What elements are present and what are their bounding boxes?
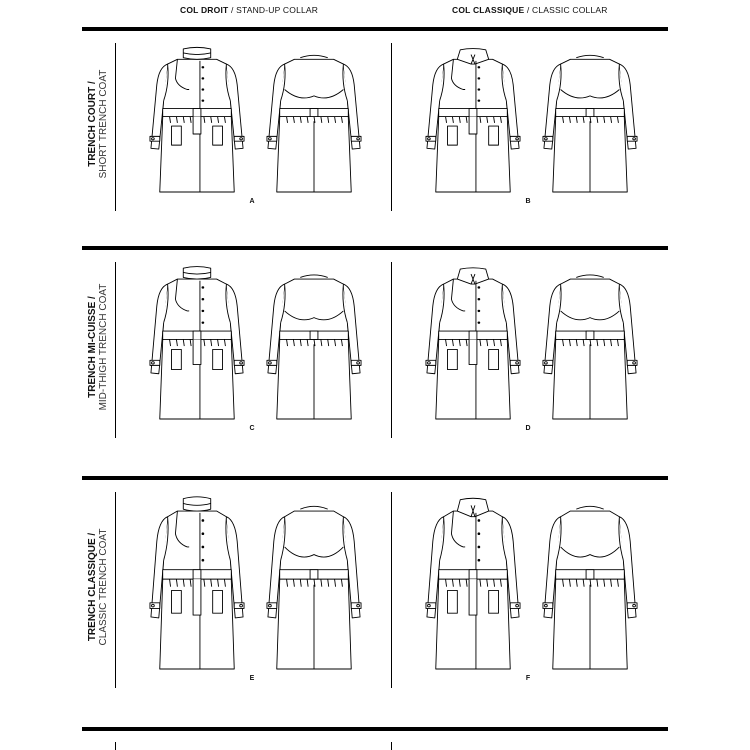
- column-divider: [391, 43, 392, 211]
- front-view: [424, 494, 522, 669]
- cuff-button: [357, 138, 360, 140]
- pocket: [448, 126, 458, 145]
- button: [202, 287, 204, 289]
- front-view: [148, 264, 246, 419]
- back-view: [541, 494, 639, 669]
- cuff-button: [240, 604, 243, 607]
- back-view: [265, 45, 363, 192]
- column-divider: [115, 742, 116, 750]
- button: [202, 298, 204, 300]
- cuff-button: [545, 138, 548, 140]
- column-header-stand-up-collar: [180, 5, 318, 15]
- pocket: [172, 590, 182, 613]
- belt-buckle: [310, 109, 318, 117]
- belt-buckle: [310, 331, 318, 339]
- cuff-button: [633, 604, 636, 607]
- pocket: [213, 126, 223, 145]
- row-label-en: CLASSIC TRENCH COAT: [98, 528, 109, 646]
- column-divider: [391, 492, 392, 688]
- belt-buckle: [586, 331, 594, 339]
- pocket: [172, 126, 182, 145]
- variant-letter: B: [525, 198, 531, 205]
- button: [478, 287, 480, 289]
- cuff-button: [269, 604, 272, 607]
- button: [202, 546, 204, 548]
- belt-tail: [193, 117, 201, 134]
- column-header-en: STAND-UP COLLAR: [236, 5, 319, 15]
- column-divider: [115, 262, 116, 438]
- row-label-en: MID-THIGH TRENCH COAT: [98, 283, 109, 411]
- column-divider: [391, 742, 392, 750]
- back-neckline: [300, 275, 327, 278]
- cuff-button: [428, 138, 431, 140]
- cuff-button: [152, 138, 155, 140]
- pocket: [213, 349, 223, 369]
- belt-buckle: [586, 109, 594, 117]
- button: [202, 533, 204, 535]
- button: [202, 78, 204, 79]
- column-header-en: CLASSIC COLLAR: [532, 5, 608, 15]
- row-label-fr: TRENCH COURT /: [87, 81, 98, 167]
- back-view: [541, 264, 639, 419]
- row-label-text: [87, 529, 109, 646]
- pocket: [448, 590, 458, 613]
- cuff-button: [357, 362, 360, 364]
- belt-tail: [469, 579, 477, 615]
- cuff-button: [428, 604, 431, 607]
- cuff-button: [152, 362, 155, 364]
- row-label-text: [87, 284, 109, 411]
- belt-buckle: [193, 109, 201, 117]
- row-label-fr: TRENCH MI-CUISSE /: [87, 296, 98, 398]
- row-label-en: SHORT TRENCH COAT: [98, 69, 109, 179]
- button: [478, 520, 480, 522]
- button: [202, 310, 204, 312]
- back-neckline: [300, 55, 327, 57]
- stand-up-collar: [183, 497, 210, 511]
- front-view: [424, 45, 522, 192]
- cuff-button: [240, 362, 243, 364]
- belt-buckle: [193, 331, 201, 339]
- cuff-button: [357, 604, 360, 607]
- pocket: [172, 349, 182, 369]
- cuff-button: [428, 362, 431, 364]
- pocket: [489, 590, 499, 613]
- button: [478, 310, 480, 312]
- column-header-fr: COL DROIT: [180, 5, 229, 15]
- button: [478, 100, 480, 101]
- belt-tail: [193, 339, 201, 364]
- button: [202, 89, 204, 90]
- variant-letter: C: [249, 425, 255, 432]
- belt-buckle: [310, 570, 318, 579]
- back-view: [265, 494, 363, 669]
- belt-tail: [469, 117, 477, 134]
- cuff-button: [269, 362, 272, 364]
- front-view: [424, 264, 522, 419]
- back-neckline: [300, 506, 327, 509]
- cuff-button: [545, 604, 548, 607]
- variant-letter: D: [525, 425, 531, 432]
- column-divider: [391, 262, 392, 438]
- button: [202, 100, 204, 101]
- button: [478, 89, 480, 90]
- column-header-separator: /: [524, 5, 533, 15]
- button: [478, 298, 480, 300]
- belt-tail: [193, 579, 201, 615]
- button: [478, 559, 480, 561]
- belt-buckle: [469, 109, 477, 117]
- cuff-button: [516, 362, 519, 364]
- back-neckline: [576, 506, 603, 509]
- button: [202, 559, 204, 561]
- pocket: [213, 590, 223, 613]
- cuff-button: [545, 362, 548, 364]
- back-view: [541, 45, 639, 192]
- cuff-button: [269, 138, 272, 140]
- front-view: [148, 45, 246, 192]
- belt-buckle: [469, 570, 477, 579]
- button: [478, 67, 480, 68]
- button: [202, 520, 204, 522]
- belt-buckle: [469, 331, 477, 339]
- belt-tail: [469, 339, 477, 364]
- button: [478, 78, 480, 79]
- cuff-button: [516, 604, 519, 607]
- belt-buckle: [193, 570, 201, 579]
- row-label-text: [87, 70, 109, 179]
- column-divider: [115, 43, 116, 211]
- pocket: [448, 349, 458, 369]
- button: [202, 67, 204, 68]
- section-divider: [82, 246, 668, 250]
- cuff-button: [633, 138, 636, 140]
- back-neckline: [576, 55, 603, 57]
- variant-letter: A: [249, 198, 255, 205]
- section-divider: [82, 727, 668, 731]
- column-header-fr: COL CLASSIQUE: [452, 5, 525, 15]
- back-view: [265, 264, 363, 419]
- cuff-button: [516, 138, 519, 140]
- variant-letter: F: [525, 675, 531, 682]
- pocket: [489, 349, 499, 369]
- section-divider: [82, 27, 668, 31]
- button: [478, 322, 480, 324]
- button: [478, 533, 480, 535]
- cuff-button: [240, 138, 243, 140]
- button: [202, 322, 204, 324]
- column-header-separator: /: [228, 5, 237, 15]
- pocket: [489, 126, 499, 145]
- column-divider: [115, 492, 116, 688]
- button: [478, 546, 480, 548]
- front-view: [148, 494, 246, 669]
- belt-buckle: [586, 570, 594, 579]
- back-neckline: [576, 275, 603, 278]
- cuff-button: [152, 604, 155, 607]
- variant-letter: E: [249, 675, 255, 682]
- row-label-fr: TRENCH CLASSIQUE /: [87, 532, 98, 642]
- section-divider: [82, 476, 668, 480]
- column-header-classic-collar: [452, 5, 608, 15]
- cuff-button: [633, 362, 636, 364]
